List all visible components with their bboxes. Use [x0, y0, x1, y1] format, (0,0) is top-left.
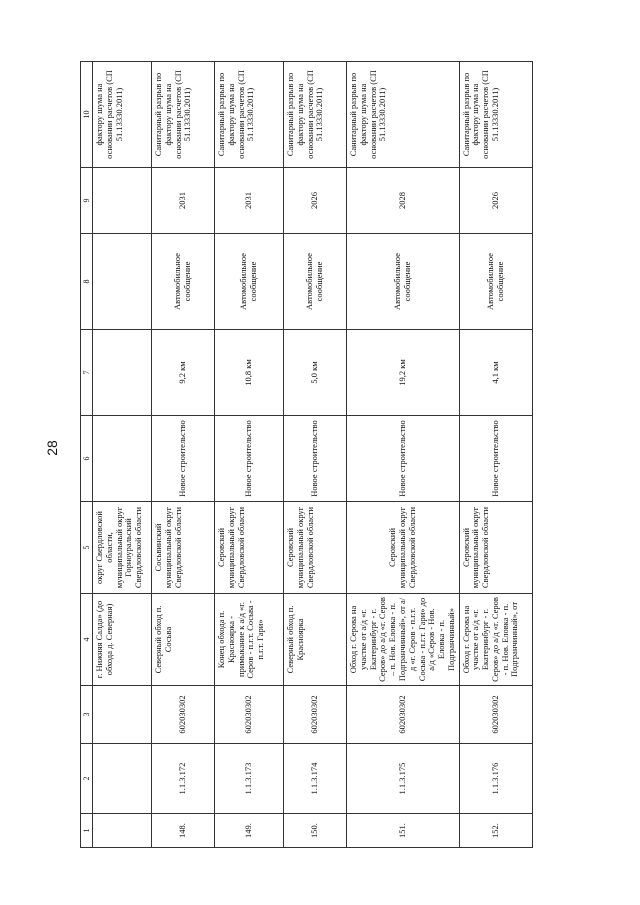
table-row: [215, 62, 284, 848]
cell-oktmo: 602030302: [284, 686, 347, 744]
cell-num: 148.: [152, 814, 215, 848]
cell-num: 149.: [215, 814, 284, 848]
cell-name: Северный обход п. Красноярка: [284, 594, 347, 686]
cell-code: [93, 744, 152, 814]
cell-type: [93, 416, 152, 502]
cell-district: Серовский муниципальный округ Свердловской области: [459, 502, 532, 594]
rotated-table-container: [80, 62, 592, 848]
cell-year: 2031: [215, 168, 284, 234]
cell-code: 1.1.3.175: [347, 744, 459, 814]
cell-code: 1.1.3.176: [459, 744, 532, 814]
cell-purpose: Автомобильное сообщение: [459, 234, 532, 330]
cell-type: Новое строительство: [347, 416, 459, 502]
cell-note: фактору шума на основании расчетов (СП 51.13330.2011): [93, 62, 152, 168]
cell-length: 9,2 км: [152, 330, 215, 416]
cell-name: Обход г. Серова на участке от а/д «г. Екатеринбург - г. Серов» до а/д «г. Серов - п. Нов. Еловка - п. Подгранчинный», от: [459, 594, 532, 686]
cell-type: Новое строительство: [215, 416, 284, 502]
cell-oktmo: 602030302: [459, 686, 532, 744]
col-header: 7: [81, 330, 93, 416]
col-header: 10: [81, 62, 93, 168]
cell-purpose: Автомобильное сообщение: [347, 234, 459, 330]
cell-year: 2031: [152, 168, 215, 234]
table-row: [347, 62, 459, 848]
cell-name: г. Нижняя Салда» (до обхода д. Северная): [93, 594, 152, 686]
cell-name: Обход г. Серова на участке от а/д «г. Екатеринбург - г. Серов» до а/д «г. Серов – п. Нов. Еловка - п. Подгранчинный», от а/д «г. Серов - п.г.т. Сосьва - п.г.т. Гари» до а/д «Серов - Нов. Еловка - п. Подгранчинный»: [347, 594, 459, 686]
cell-type: Новое строительство: [459, 416, 532, 502]
col-header: 6: [81, 416, 93, 502]
objects-table: [80, 61, 533, 848]
cell-year: 2026: [459, 168, 532, 234]
cell-year: 2028: [347, 168, 459, 234]
header-row: [81, 62, 93, 848]
cell-district: Серовский муниципальный округ Свердловской области: [347, 502, 459, 594]
cell-code: 1.1.3.172: [152, 744, 215, 814]
page-number: 28: [44, 440, 60, 456]
col-header: 2: [81, 744, 93, 814]
cell-note: Санитарный разрыв по фактору шума на основании расчетов (СП 51.13330.2011): [459, 62, 532, 168]
cell-district: Сосьвинский муниципальный округ Свердловской области: [152, 502, 215, 594]
cell-length: 10,8 км: [215, 330, 284, 416]
cell-oktmo: 602030302: [347, 686, 459, 744]
cell-length: 4,1 км: [459, 330, 532, 416]
cell-oktmo: 602030302: [215, 686, 284, 744]
cell-num: 152.: [459, 814, 532, 848]
cell-year: [93, 168, 152, 234]
cell-purpose: [93, 234, 152, 330]
table-row: [459, 62, 532, 848]
col-header: 8: [81, 234, 93, 330]
cell-length: [93, 330, 152, 416]
col-header: 9: [81, 168, 93, 234]
table-row: [284, 62, 347, 848]
cell-district: округ Свердловской области, муниципальный округ Горноуральский Свердловской области: [93, 502, 152, 594]
cell-num: 150.: [284, 814, 347, 848]
cell-oktmo: [93, 686, 152, 744]
table-row: [152, 62, 215, 848]
col-header: 4: [81, 594, 93, 686]
cell-length: 5,0 км: [284, 330, 347, 416]
table-row: [93, 62, 152, 848]
cell-length: 19,2 км: [347, 330, 459, 416]
cell-purpose: Автомобильное сообщение: [215, 234, 284, 330]
col-header: 5: [81, 502, 93, 594]
col-header: 3: [81, 686, 93, 744]
cell-num: 151.: [347, 814, 459, 848]
cell-note: Санитарный разрыв по фактору шума на основании расчетов (СП 51.13330.2011): [152, 62, 215, 168]
cell-district: Серовский муниципальный округ Свердловской области: [215, 502, 284, 594]
cell-num: [93, 814, 152, 848]
cell-note: Санитарный разрыв по фактору шума на основании расчетов (СП 51.13330.2011): [215, 62, 284, 168]
col-header: 1: [81, 814, 93, 848]
cell-note: Санитарный разрыв по фактору шума на основании расчетов (СП 51.13330.2011): [284, 62, 347, 168]
cell-year: 2026: [284, 168, 347, 234]
cell-purpose: Автомобильное сообщение: [284, 234, 347, 330]
cell-type: Новое строительство: [284, 416, 347, 502]
cell-type: Новое строительство: [152, 416, 215, 502]
cell-name: Конец обхода п. Красноярка - примыкание к а/д «г. Серов - п.г.т. Сосьва - п.г.т. Гари»: [215, 594, 284, 686]
cell-note: Санитарный разрыв по фактору шума на основании расчетов (СП 51.13330.2011): [347, 62, 459, 168]
cell-district: Серовский муниципальный округ Свердловской области: [284, 502, 347, 594]
cell-name: Северный обход п. Сосьва: [152, 594, 215, 686]
cell-code: 1.1.3.174: [284, 744, 347, 814]
cell-oktmo: 602030302: [152, 686, 215, 744]
cell-code: 1.1.3.173: [215, 744, 284, 814]
cell-purpose: Автомобильное сообщение: [152, 234, 215, 330]
